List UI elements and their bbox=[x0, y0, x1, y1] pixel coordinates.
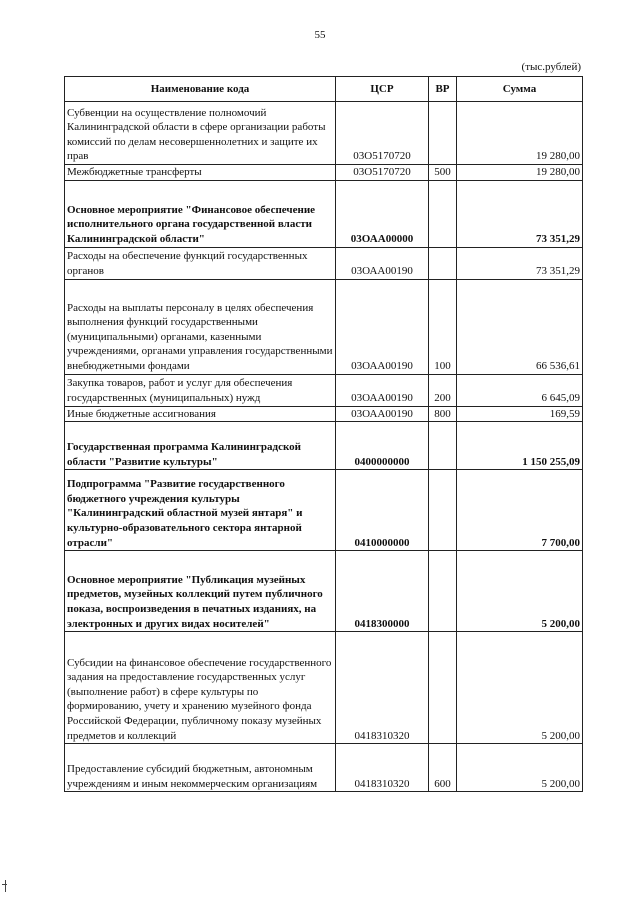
row-csr: 0410000000 bbox=[336, 470, 429, 551]
row-sum: 1 150 255,09 bbox=[457, 422, 583, 470]
table-row bbox=[65, 180, 583, 247]
row-vr bbox=[429, 632, 457, 744]
row-name: Закупка товаров, работ и услуг для обеспечения государственных (муниципальных) нужд bbox=[65, 374, 336, 406]
row-vr bbox=[429, 247, 457, 279]
row-sum: 19 280,00 bbox=[457, 102, 583, 165]
header-sum: Сумма bbox=[457, 77, 583, 102]
row-sum: 73 351,29 bbox=[457, 247, 583, 279]
row-name: Основное мероприятие "Финансовое обеспечение исполнительного органа государственной власти Калининградской области" bbox=[65, 180, 336, 247]
row-vr: 500 bbox=[429, 165, 457, 181]
row-csr: 03О5170720 bbox=[336, 165, 429, 181]
row-sum: 19 280,00 bbox=[457, 165, 583, 181]
table-row bbox=[65, 422, 583, 470]
row-csr: 0418300000 bbox=[336, 551, 429, 632]
table-row bbox=[65, 406, 583, 422]
row-csr: 03ОАА00190 bbox=[336, 406, 429, 422]
row-csr: 0418310320 bbox=[336, 744, 429, 792]
row-name: Иные бюджетные ассигнования bbox=[65, 406, 336, 422]
margin-tick bbox=[2, 884, 7, 885]
margin-mark bbox=[5, 880, 6, 892]
row-vr: 200 bbox=[429, 374, 457, 406]
row-name: Расходы на выплаты персоналу в целях обеспечения выполнения функций государственными (муниципальными) органами, казенными учреждениями, органами управления государственными внебюджетными фондами bbox=[65, 279, 336, 374]
units-caption: (тыс.рублей) bbox=[521, 61, 581, 73]
table-row bbox=[65, 102, 583, 165]
header-name: Наименование кода bbox=[65, 77, 336, 102]
table-header-row bbox=[65, 77, 583, 102]
row-name: Предоставление субсидий бюджетным, автономным учреждениям и иным некоммерческим организациям bbox=[65, 744, 336, 792]
row-vr: 100 bbox=[429, 279, 457, 374]
row-name: Подпрограмма "Развитие государственного бюджетного учреждения культуры "Калининградский областной музей янтаря" и культурно-образовательного сектора янтарной отрасли" bbox=[65, 470, 336, 551]
budget-table bbox=[64, 76, 583, 792]
row-vr bbox=[429, 551, 457, 632]
row-vr: 800 bbox=[429, 406, 457, 422]
row-sum: 5 200,00 bbox=[457, 551, 583, 632]
row-name: Субвенции на осуществление полномочий Калининградской области в сфере организации работы комиссий по делам несовершеннолетних и защите их прав bbox=[65, 102, 336, 165]
table-row bbox=[65, 551, 583, 632]
row-vr: 600 bbox=[429, 744, 457, 792]
row-sum: 5 200,00 bbox=[457, 744, 583, 792]
row-csr: 03ОАА00190 bbox=[336, 374, 429, 406]
table-row bbox=[65, 165, 583, 181]
row-csr: 03ОАА00000 bbox=[336, 180, 429, 247]
row-vr bbox=[429, 102, 457, 165]
row-sum: 169,59 bbox=[457, 406, 583, 422]
row-vr bbox=[429, 422, 457, 470]
row-csr: 0418310320 bbox=[336, 632, 429, 744]
row-vr bbox=[429, 180, 457, 247]
table-row bbox=[65, 632, 583, 744]
row-name: Государственная программа Калининградской области "Развитие культуры" bbox=[65, 422, 336, 470]
row-csr: 03О5170720 bbox=[336, 102, 429, 165]
row-csr: 03ОАА00190 bbox=[336, 247, 429, 279]
row-sum: 66 536,61 bbox=[457, 279, 583, 374]
header-csr: ЦСР bbox=[336, 77, 429, 102]
row-name: Субсидии на финансовое обеспечение государственного задания на предоставление государственных услуг (выполнение работ) в сфере культуры по формированию, учету и хранению музейного фонда Российской Федерации, публичному показу музейных предметов и коллекций bbox=[65, 632, 336, 744]
row-name: Межбюджетные трансферты bbox=[65, 165, 336, 181]
row-sum: 73 351,29 bbox=[457, 180, 583, 247]
table-row bbox=[65, 279, 583, 374]
row-sum: 5 200,00 bbox=[457, 632, 583, 744]
page-number: 55 bbox=[314, 29, 326, 41]
row-csr: 0400000000 bbox=[336, 422, 429, 470]
table-row bbox=[65, 374, 583, 406]
table-row bbox=[65, 247, 583, 279]
row-csr: 03ОАА00190 bbox=[336, 279, 429, 374]
row-name: Расходы на обеспечение функций государственных органов bbox=[65, 247, 336, 279]
row-sum: 6 645,09 bbox=[457, 374, 583, 406]
header-vr: ВР bbox=[429, 77, 457, 102]
table-row bbox=[65, 470, 583, 551]
row-vr bbox=[429, 470, 457, 551]
row-sum: 7 700,00 bbox=[457, 470, 583, 551]
table-row bbox=[65, 744, 583, 792]
row-name: Основное мероприятие "Публикация музейных предметов, музейных коллекций путем публичного показа, воспроизведения в печатных изданиях, на электронных и других видах носителей" bbox=[65, 551, 336, 632]
